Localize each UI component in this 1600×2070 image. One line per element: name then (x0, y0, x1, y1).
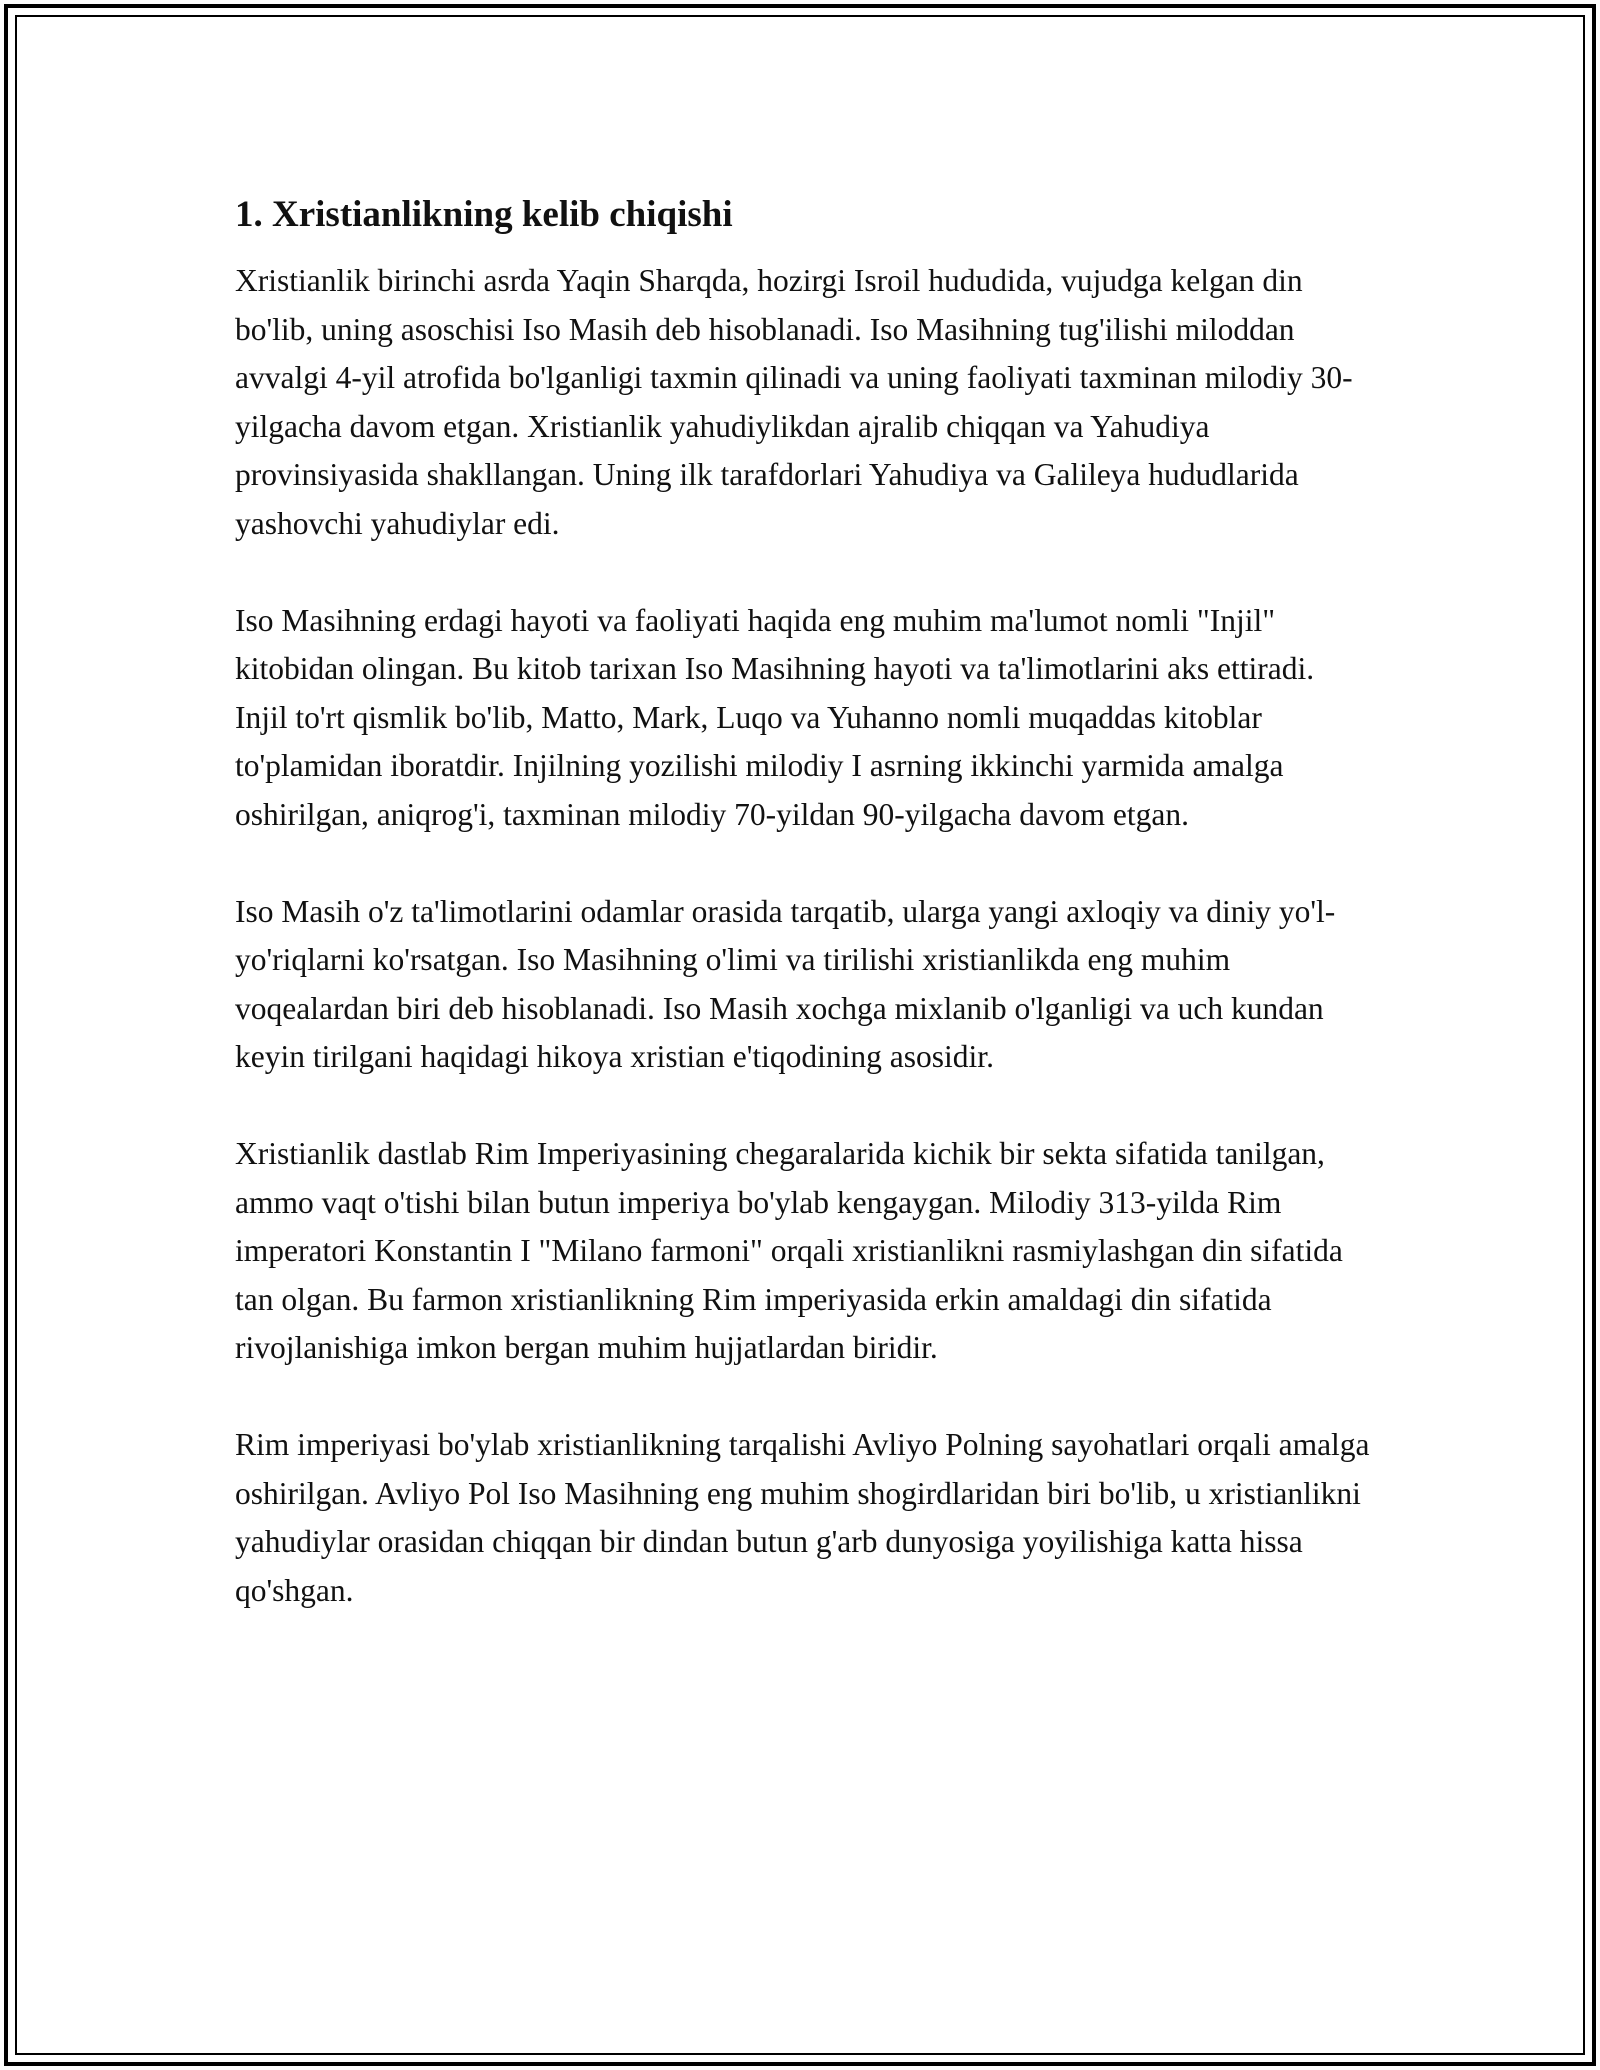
paragraph-5: Rim imperiyasi bo'ylab xristianlikning tarqalishi Avliyo Polning sayohatlari orqali amalga oshirilgan. Avliyo Pol Iso Masihning eng muhim shogirdlaridan biri bo'lib, u xristianlikni yahudiylar orasidan chiqqan bir dindan butun g'arb dunyosiga yoyilishiga katta hissa qo'shgan. (235, 1427, 1370, 1608)
paragraph-2: Iso Masihning erdagi hayoti va faoliyati haqida eng muhim ma'lumot nomli "Injil" kitobidan olingan. Bu kitob tarixan Iso Masihning hayoti va ta'limotlarini aks ettiradi. Injil to'rt qismlik bo'lib, Matto, Mark, Luqo va Yuhanno nomli muqaddas kitoblar to'plamidan iboratdir. Injilning yozilishi milodiy I asrning ikkinchi yarmida amalga oshirilgan, aniqrog'i, taxminan milodiy 70-yildan 90-yilgacha davom etgan. (235, 602, 1315, 832)
document-body (235, 188, 1370, 1664)
paragraph-3: Iso Masih o'z ta'limotlarini odamlar orasida tarqatib, ularga yangi axloqiy va diniy yo'l-yo'riqlarni ko'rsatgan. Iso Masihning o'limi va tirilishi xristianlikda eng muhim voqealardan biri deb hisoblanadi. Iso Masih xochga mixlanib o'lganligi va uch kundan keyin tirilgani haqidagi hikoya xristian e'tiqodining asosidir. (235, 893, 1336, 1074)
paragraph-1: Xristianlik birinchi asrda Yaqin Sharqda, hozirgi Isroil hududida, vujudga kelgan din bo'lib, uning asoschisi Iso Masih deb hisoblanadi. Iso Masihning tug'ilishi miloddan avvalgi 4-yil atrofida bo'lganligi taxmin qilinadi va uning faoliyati taxminan milodiy 30-yilgacha davom etgan. Xristianlik yahudiylikdan ajralib chiqqan va Yahudiya provinsiyasida shakllangan. Uning ilk tarafdorlari Yahudiya va Galileya hududlarida yashovchi yahudiylar edi. (235, 263, 1353, 541)
section-title: 1. Xristianlikning kelib chiqishi (235, 194, 733, 235)
paragraph-4: Xristianlik dastlab Rim Imperiyasining chegaralarida kichik bir sekta sifatida tanilgan, ammo vaqt o'tishi bilan butun imperiya bo'ylab kengaygan. Milodiy 313-yilda Rim imperatori Konstantin I "Milano farmoni" orqali xristianlikni rasmiylashgan din sifatida tan olgan. Bu farmon xristianlikning Rim imperiyasida erkin amaldagi din sifatida rivojlanishiga imkon bergan muhim hujjatlardan biridir. (235, 1136, 1343, 1365)
